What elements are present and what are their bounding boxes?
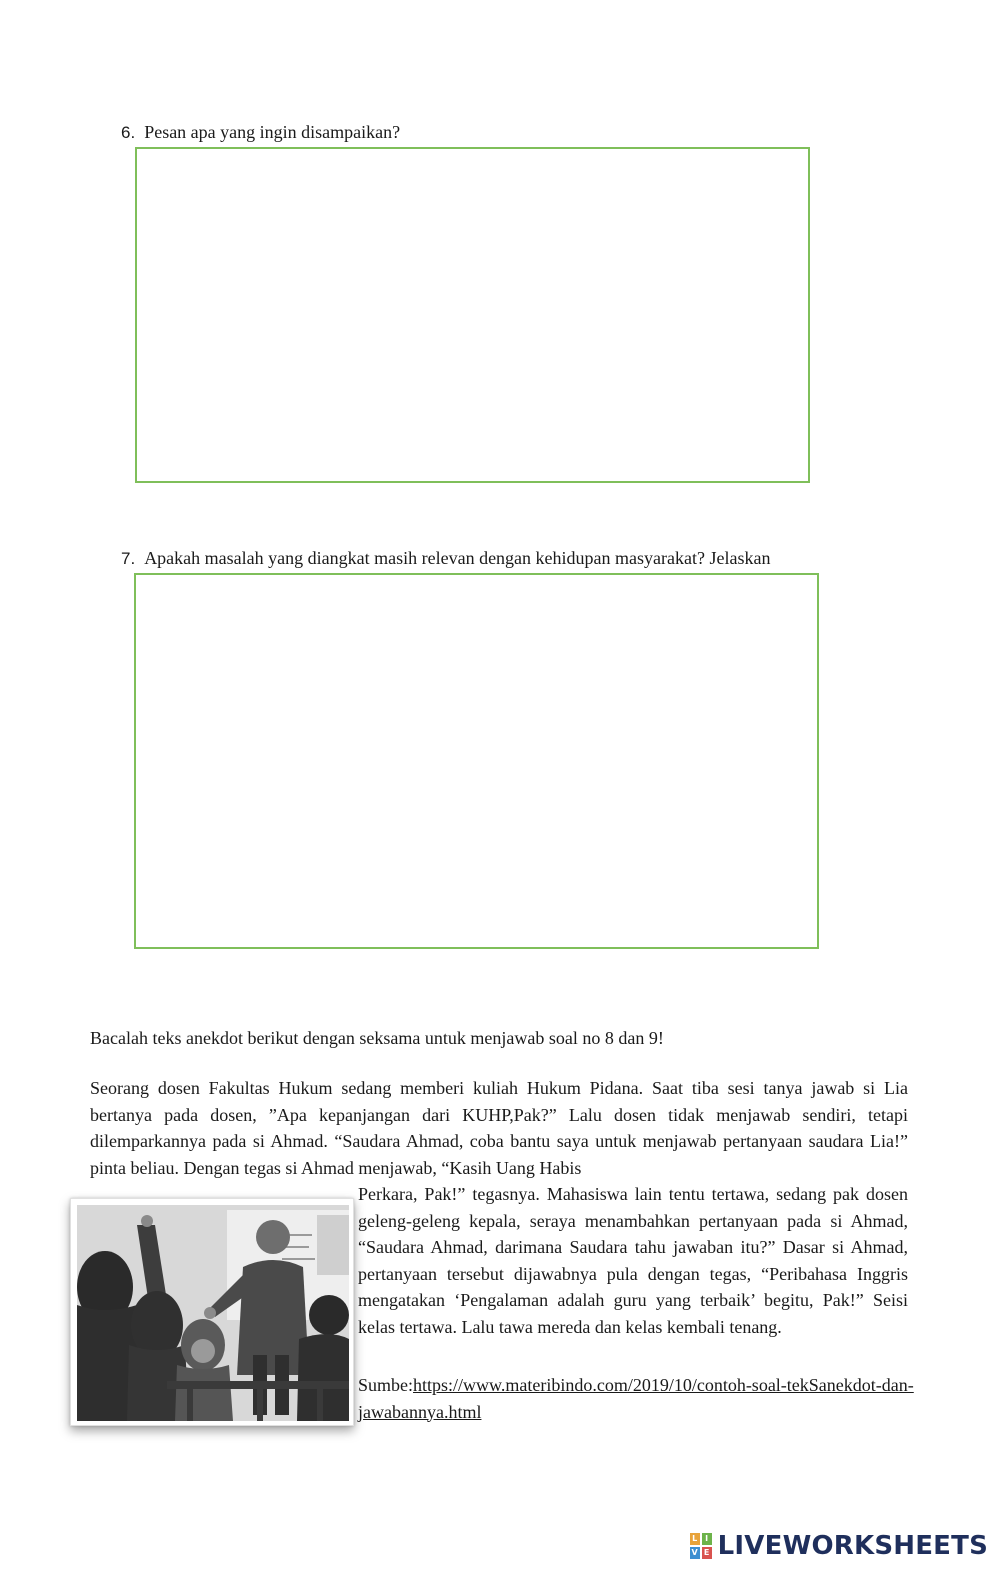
question-text: Pesan apa yang ingin disampaikan? [144,122,401,142]
logo-tile: L [690,1533,700,1545]
source-link[interactable]: https://www.materibindo.com/2019/10/contoh-soal-tekSanekdot-dan-jawabannya.html [358,1375,914,1422]
classroom-illustration [77,1205,349,1421]
liveworksheets-brand [690,1530,988,1562]
question-7-label [121,547,770,570]
answer-box-question-6[interactable] [135,147,810,483]
question-text: Apakah masalah yang diangkat masih relevan dengan kehidupan masyarakat? Jelaskan [144,548,771,568]
brand-name: LIVEWORKSHEETS [717,1531,988,1561]
source-label: Sumbe: [358,1375,414,1395]
anecdote-text-part-2: Perkara, Pak!” tegasnya. Mahasiswa lain tentu tertawa, sedang pak dosen geleng-geleng kepala, seraya menambahkan pertanyaan pada si Ahmad, “Saudara Ahmad, darimana Saudara tahu jawaban itu?” Dasar si Ahmad, pertanyaan tersebut dijawabnya pula dengan tegas, “Peribahasa Inggris mengatakan ‘Pengalaman adalah guru yang terbaik’ begitu, Pak!” Seisi kelas tertawa. Lalu tawa mereda dan kelas kembali tenang. [358,1184,908,1337]
question-6-label [121,121,400,144]
anecdote-text-part-1: Seorang dosen Fakultas Hukum sedang memberi kuliah Hukum Pidana. Saat tiba sesi tanya jawab si Lia bertanya pada dosen, ”Apa kepanjangan dari KUHP,Pak?” Lalu dosen tidak menjawab sendiri, tetapi dilemparkannya pada si Ahmad. “Saudara Ahmad, coba bantu saya untuk menjawab pertanyaan saudara Lia!” pinta beliau. Dengan tegas si Ahmad menjawab, “Kasih Uang Habis [90,1078,908,1178]
reading-instruction: Bacalah teks anekdot berikut dengan seksama untuk menjawab soal no 8 dan 9! [90,1028,664,1048]
logo-tile: I [702,1533,712,1545]
logo-tile: E [702,1547,712,1559]
classroom-photo [70,1198,354,1426]
source-citation [358,1372,918,1425]
logo-tile: V [691,1548,698,1557]
question-number: 7. [121,549,136,568]
liveworksheets-logo-icon [690,1533,712,1559]
question-number: 6. [121,123,136,142]
answer-box-question-7[interactable] [134,573,819,949]
